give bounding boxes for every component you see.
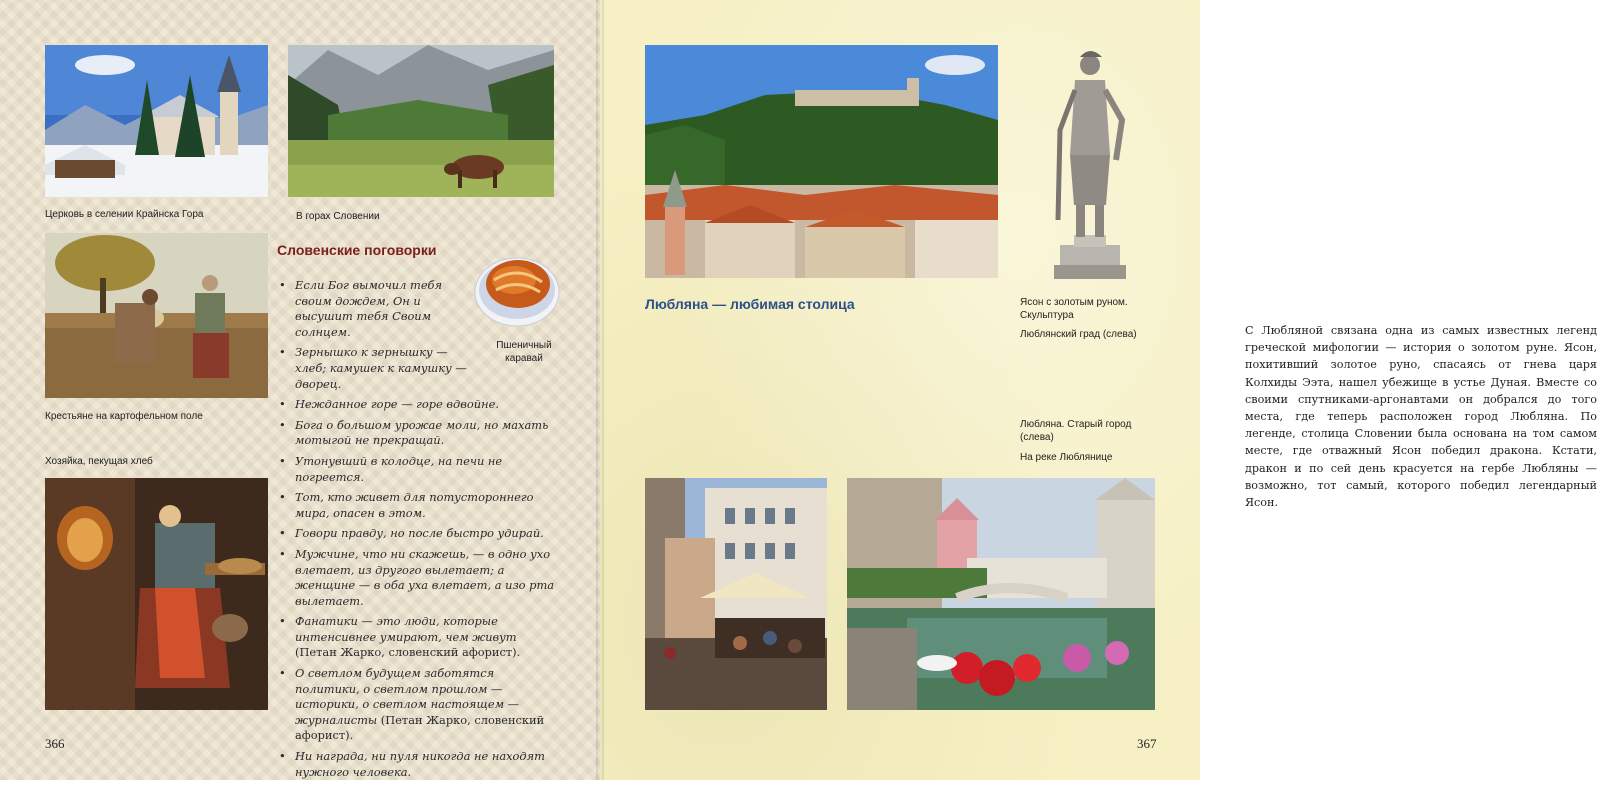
saying-item: • Нежданное горе — горе вдвойне. — [277, 397, 559, 413]
page-number-right: 367 — [1137, 736, 1157, 751]
mountains-caption: В горах Словении — [296, 211, 380, 222]
church-photo — [45, 45, 268, 197]
right-page — [600, 0, 1597, 780]
page-number-left: 366 — [45, 736, 65, 751]
jason-statue — [1040, 45, 1140, 285]
saying-item: • Говори правду, но после быстро удирай. — [277, 526, 559, 542]
bread-woman-caption: Хозяйка, пекущая хлеб — [45, 456, 153, 467]
ljubljana-castle-photo — [645, 45, 998, 278]
mountains-photo — [288, 45, 554, 197]
castle-caption: Люблянский град (слева) — [1020, 329, 1137, 340]
body-text: С Любляной связана одна из самых известных легенд греческой мифологии — история о золотом руне. Ясон, похитивший золотое руно, спасаясь от гнева царя Колхиды Ээта, нашел убежище в устье Дуная. Вместе со своими спутниками-аргонавтами он добрался до того места, где теперь расположен город Любляна. По легенде, столица Словении была основана на том самом месте, где отважный Ясон победил дракона. Кстати, дракон и по сей день красуется на гербе Любляны — возможно, тот самый, которого победил легендарный Ясон. — [1245, 324, 1597, 510]
bread-woman-painting — [45, 478, 268, 710]
book-spine — [596, 0, 604, 780]
saying-item: • Мужчине, что ни скажешь, — в одно ухо влетает, из другого вылетает; а женщине — в оба уха влетает, а изо рта вылетает. — [277, 547, 559, 609]
saying-item: • Утонувший в колодце, на печи не погреется. — [277, 454, 559, 485]
sayings-list — [277, 278, 559, 785]
old-town-caption: Любляна. Старый город (слева) — [1020, 419, 1132, 443]
peasants-caption: Крестьяне на картофельном поле — [45, 411, 203, 422]
left-page — [0, 0, 600, 780]
saying-item: • Фанатики — это люди, которые интенсивнее умирают, чем живут (Петан Жарко, словенский афорист). — [277, 614, 559, 661]
saying-item: • Зернышко к зернышку — хлеб; камушек к камушку — дворец. — [277, 345, 473, 392]
church-caption: Церковь в селении Крайнска Гора — [45, 209, 204, 220]
old-town-photo — [645, 478, 827, 710]
peasants-painting — [45, 233, 268, 398]
saying-item: • Ни награда, ни пуля никогда не находят нужного человека. — [277, 749, 559, 780]
saying-item: • Тот, кто живет для потустороннего мира, опасен в этом. — [277, 490, 559, 521]
saying-item: • О светлом будущем заботятся политики, о светлом прошлом — историки, о светлом настоящем — журналисты (Петан Жарко, словенский афорист). — [277, 666, 559, 744]
bread-caption: Пшеничный каравай — [496, 340, 552, 364]
saying-item: • Бога о большом урожае моли, но махать мотыгой не прекращай. — [277, 418, 559, 449]
sayings-heading: Словенские поговорки — [277, 242, 437, 258]
section-heading: Любляна — любимая столица — [645, 296, 855, 312]
river-caption: На реке Люблянице — [1020, 452, 1113, 463]
river-photo — [847, 478, 1155, 710]
saying-item: • Если Бог вымочил тебя своим дождем, Он и высушит тебя Своим солнцем. — [277, 278, 473, 340]
statue-caption: Ясон с золотым руном. Скульптура — [1020, 297, 1128, 321]
